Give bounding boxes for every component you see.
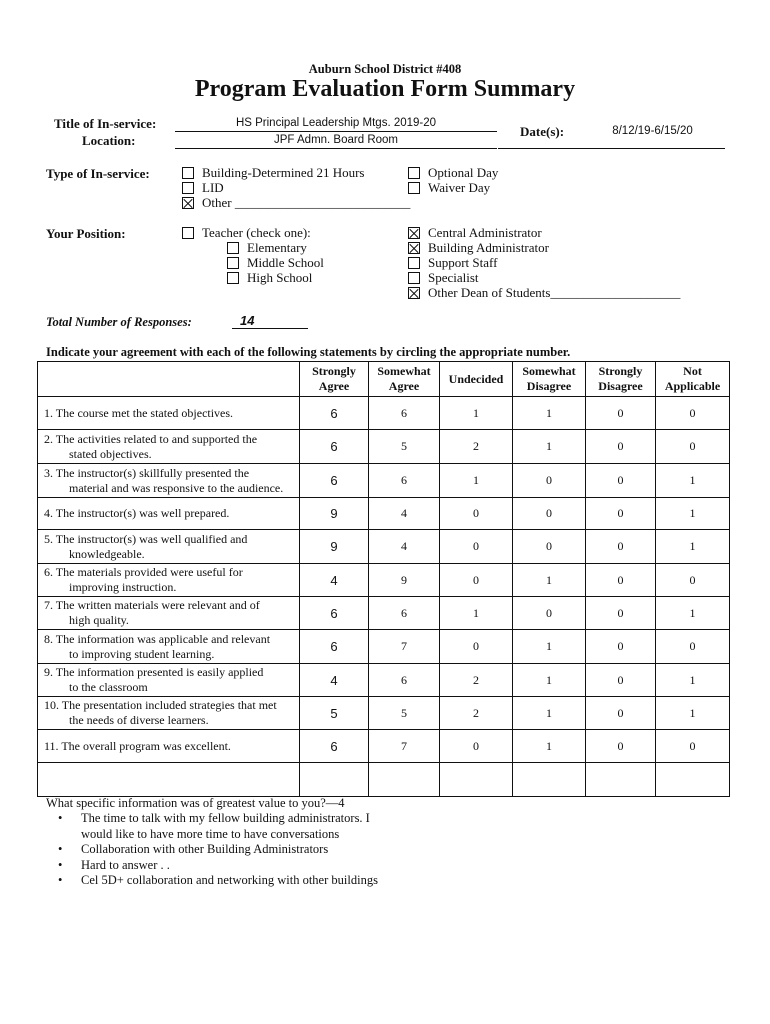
table-row xyxy=(38,664,730,697)
header-strongly-disagree: Strongly Disagree xyxy=(586,362,656,397)
statement-cell xyxy=(38,730,300,763)
table-instruction: Indicate your agreement with each of the following statements by circling the appropriate number. xyxy=(46,345,571,359)
rating-count: 0 xyxy=(586,564,656,597)
option-building-administrator[interactable] xyxy=(408,240,549,256)
dates-value: 8/12/19-6/15/20 xyxy=(612,125,693,137)
checkbox-icon xyxy=(227,272,239,284)
option-waiver-day[interactable] xyxy=(408,180,490,196)
statement-line: 11. The overall program was excellent. xyxy=(44,738,231,753)
rating-count: 5 xyxy=(369,430,440,464)
statement-line: 8. The information was applicable and relevant xyxy=(44,631,271,646)
option-label: Building-Determined 21 Hours xyxy=(202,165,365,180)
rating-count: 9 xyxy=(300,530,369,564)
rating-count: 4 xyxy=(369,530,440,564)
rating-count: 6 xyxy=(369,464,440,498)
table-row xyxy=(38,397,730,430)
statement-line: 3. The instructor(s) skillfully presented the xyxy=(44,465,250,480)
option-specialist[interactable] xyxy=(408,270,479,286)
rating-count: 0 xyxy=(586,498,656,530)
table-row xyxy=(38,730,730,763)
option-middle-school[interactable] xyxy=(227,255,324,271)
rating-count: 6 xyxy=(369,397,440,430)
empty-cell xyxy=(300,763,369,797)
rating-count: 2 xyxy=(440,664,513,697)
statement-line: 9. The information presented is easily applied xyxy=(44,665,264,679)
table-row xyxy=(38,464,730,498)
option-lid[interactable] xyxy=(182,180,224,196)
statement-cell xyxy=(38,564,300,597)
option-label: Elementary xyxy=(247,240,307,255)
rating-count: 1 xyxy=(440,597,513,630)
table-row xyxy=(38,498,730,530)
rating-count: 6 xyxy=(369,664,440,697)
rating-count: 1 xyxy=(513,564,586,597)
rating-count: 1 xyxy=(656,530,730,564)
statement-line: 7. The written materials were relevant and of xyxy=(44,598,260,612)
table-header-row xyxy=(38,362,730,397)
checkbox-icon xyxy=(408,257,420,269)
header-somewhat-disagree: Somewhat Disagree xyxy=(513,362,586,397)
rating-count: 0 xyxy=(656,630,730,664)
checked-box-icon xyxy=(408,242,420,254)
header-strongly-agree: Strongly Agree xyxy=(300,362,369,397)
dates-underline xyxy=(498,148,725,149)
option-label: LID xyxy=(202,180,224,195)
option-label: Optional Day xyxy=(428,165,499,180)
rating-count: 0 xyxy=(513,530,586,564)
location-underline xyxy=(175,148,497,149)
statement-line: high quality. xyxy=(69,613,129,627)
statement-line: material and was responsive to the audience. xyxy=(69,480,284,495)
option-optional-day[interactable] xyxy=(408,165,498,181)
district-name: Auburn School District #408 xyxy=(308,62,462,76)
option-support-staff[interactable] xyxy=(408,255,497,271)
statement-line: 2. The activities related to and supported the xyxy=(44,431,258,446)
rating-count: 1 xyxy=(513,630,586,664)
rating-count: 0 xyxy=(440,530,513,564)
option-label: Middle School xyxy=(247,255,324,270)
statement-cell xyxy=(38,464,300,498)
checkbox-icon xyxy=(408,167,420,179)
empty-cell xyxy=(369,763,440,797)
option-other[interactable] xyxy=(182,195,410,211)
statement-line: the needs of diverse learners. xyxy=(69,713,209,727)
statement-cell xyxy=(38,397,300,430)
rating-count: 0 xyxy=(586,464,656,498)
rating-count: 0 xyxy=(440,730,513,763)
checked-box-icon xyxy=(408,287,420,299)
option-label: High School xyxy=(247,270,313,285)
rating-count: 2 xyxy=(440,697,513,730)
rating-count: 0 xyxy=(513,597,586,630)
statement-cell xyxy=(38,597,300,630)
option-label: Waiver Day xyxy=(428,180,491,195)
option-label: Teacher (check one): xyxy=(202,225,311,240)
option-label: Specialist xyxy=(428,270,479,285)
option-central-administrator[interactable] xyxy=(408,225,542,241)
empty-row xyxy=(38,763,730,797)
answer-item: • Collaboration with other Building Administrators xyxy=(46,842,386,858)
table-row xyxy=(38,697,730,730)
header-somewhat-agree: Somewhat Agree xyxy=(369,362,440,397)
statement-line: improving instruction. xyxy=(69,580,177,594)
rating-count: 4 xyxy=(369,498,440,530)
answer-item: • Cel 5D+ collaboration and networking with other buildings xyxy=(46,873,386,889)
statement-line: 6. The materials provided were useful for xyxy=(44,565,243,579)
empty-cell xyxy=(440,763,513,797)
rating-count: 1 xyxy=(440,464,513,498)
ratings-table xyxy=(37,361,730,797)
rating-count: 7 xyxy=(369,730,440,763)
statement-cell xyxy=(38,664,300,697)
rating-count: 1 xyxy=(513,697,586,730)
rating-count: 4 xyxy=(300,664,369,697)
checkbox-icon xyxy=(182,167,194,179)
inservice-type-label: Type of In-service: xyxy=(46,166,150,181)
statement-cell xyxy=(38,498,300,530)
empty-cell xyxy=(38,763,300,797)
statement-line: 5. The instructor(s) was well qualified and xyxy=(44,531,248,546)
rating-count: 6 xyxy=(300,597,369,630)
page-title: Program Evaluation Form Summary xyxy=(194,76,576,102)
rating-count: 1 xyxy=(513,664,586,697)
checked-box-icon xyxy=(408,227,420,239)
statement-line: knowledgeable. xyxy=(69,546,145,561)
rating-count: 0 xyxy=(586,630,656,664)
option-label: Building Administrator xyxy=(428,240,549,255)
statement-cell xyxy=(38,430,300,464)
position-label: Your Position: xyxy=(46,226,126,241)
table-row xyxy=(38,530,730,564)
rating-count: 0 xyxy=(586,397,656,430)
checkbox-icon xyxy=(182,182,194,194)
option-elementary[interactable] xyxy=(227,240,307,256)
rating-count: 2 xyxy=(440,430,513,464)
answer-item: • Hard to answer . . xyxy=(46,858,386,874)
responses-underline xyxy=(232,328,308,329)
statement-cell xyxy=(38,630,300,664)
rating-count: 6 xyxy=(369,597,440,630)
header-statement xyxy=(38,362,300,397)
checkbox-icon xyxy=(227,257,239,269)
checkbox-icon xyxy=(408,272,420,284)
rating-count: 1 xyxy=(656,498,730,530)
checkbox-icon xyxy=(408,182,420,194)
rating-count: 6 xyxy=(300,630,369,664)
title-label: Title of In-service: xyxy=(54,116,157,131)
responses-label: Total Number of Responses: xyxy=(46,315,192,329)
rating-count: 6 xyxy=(300,397,369,430)
rating-count: 9 xyxy=(300,498,369,530)
option-other-position[interactable] xyxy=(408,285,680,301)
rating-count: 7 xyxy=(369,630,440,664)
rating-count: 5 xyxy=(300,697,369,730)
rating-count: 0 xyxy=(656,397,730,430)
rating-count: 1 xyxy=(513,397,586,430)
statement-line: 1. The course met the stated objectives. xyxy=(44,405,234,420)
statement-cell xyxy=(38,530,300,564)
option-teacher[interactable] xyxy=(182,225,311,241)
rating-count: 1 xyxy=(656,464,730,498)
empty-cell xyxy=(656,763,730,797)
rating-count: 0 xyxy=(440,564,513,597)
rating-count: 0 xyxy=(586,530,656,564)
rating-count: 1 xyxy=(513,730,586,763)
option-high-school[interactable] xyxy=(227,270,312,286)
table-row xyxy=(38,597,730,630)
open-question: What specific information was of greatest value to you?—4 xyxy=(46,796,345,810)
rating-count: 6 xyxy=(300,730,369,763)
empty-cell xyxy=(513,763,586,797)
rating-count: 1 xyxy=(513,430,586,464)
option-label: Central Administrator xyxy=(428,225,542,240)
statement-line: stated objectives. xyxy=(69,446,152,461)
option-building-determined[interactable] xyxy=(182,165,364,181)
rating-count: 4 xyxy=(300,564,369,597)
answer-item: • The time to talk with my fellow building administrators. I would like to have more time to have conversations xyxy=(46,811,386,842)
rating-count: 9 xyxy=(369,564,440,597)
rating-count: 1 xyxy=(656,697,730,730)
rating-count: 0 xyxy=(513,498,586,530)
answers-list xyxy=(46,811,386,889)
inservice-title-value: HS Principal Leadership Mtgs. 2019-20 xyxy=(235,117,437,129)
rating-count: 0 xyxy=(586,697,656,730)
statement-line: 10. The presentation included strategies that met xyxy=(44,698,277,712)
rating-count: 1 xyxy=(656,664,730,697)
statement-line: to improving student learning. xyxy=(69,646,215,661)
rating-count: 0 xyxy=(586,730,656,763)
option-label: Support Staff xyxy=(428,255,498,270)
rating-count: 0 xyxy=(656,730,730,763)
option-label: Other Dean of Students____________________ xyxy=(428,285,681,300)
checkbox-icon xyxy=(227,242,239,254)
table-row xyxy=(38,630,730,664)
rating-count: 0 xyxy=(440,498,513,530)
header-not-applicable: Not Applicable xyxy=(656,362,730,397)
empty-cell xyxy=(586,763,656,797)
header-undecided: Undecided xyxy=(440,362,513,397)
rating-count: 0 xyxy=(586,430,656,464)
rating-count: 6 xyxy=(300,464,369,498)
rating-count: 6 xyxy=(300,430,369,464)
title-underline xyxy=(175,131,497,132)
checkbox-icon xyxy=(182,227,194,239)
checked-box-icon xyxy=(182,197,194,209)
option-label: Other ___________________________ xyxy=(202,195,411,210)
location-label: Location: xyxy=(82,133,136,148)
rating-count: 0 xyxy=(656,564,730,597)
rating-count: 0 xyxy=(586,664,656,697)
responses-value: 14 xyxy=(240,313,255,328)
statement-line: to the classroom xyxy=(69,680,148,694)
rating-count: 0 xyxy=(586,597,656,630)
rating-count: 1 xyxy=(656,597,730,630)
statement-cell xyxy=(38,697,300,730)
statement-line: 4. The instructor(s) was well prepared. xyxy=(44,506,230,520)
rating-count: 0 xyxy=(513,464,586,498)
dates-label: Date(s): xyxy=(520,124,565,139)
rating-count: 0 xyxy=(440,630,513,664)
rating-count: 1 xyxy=(440,397,513,430)
rating-count: 5 xyxy=(369,697,440,730)
rating-count: 0 xyxy=(656,430,730,464)
table-row xyxy=(38,430,730,464)
table-row xyxy=(38,564,730,597)
location-value: JPF Admn. Board Room xyxy=(274,134,398,146)
